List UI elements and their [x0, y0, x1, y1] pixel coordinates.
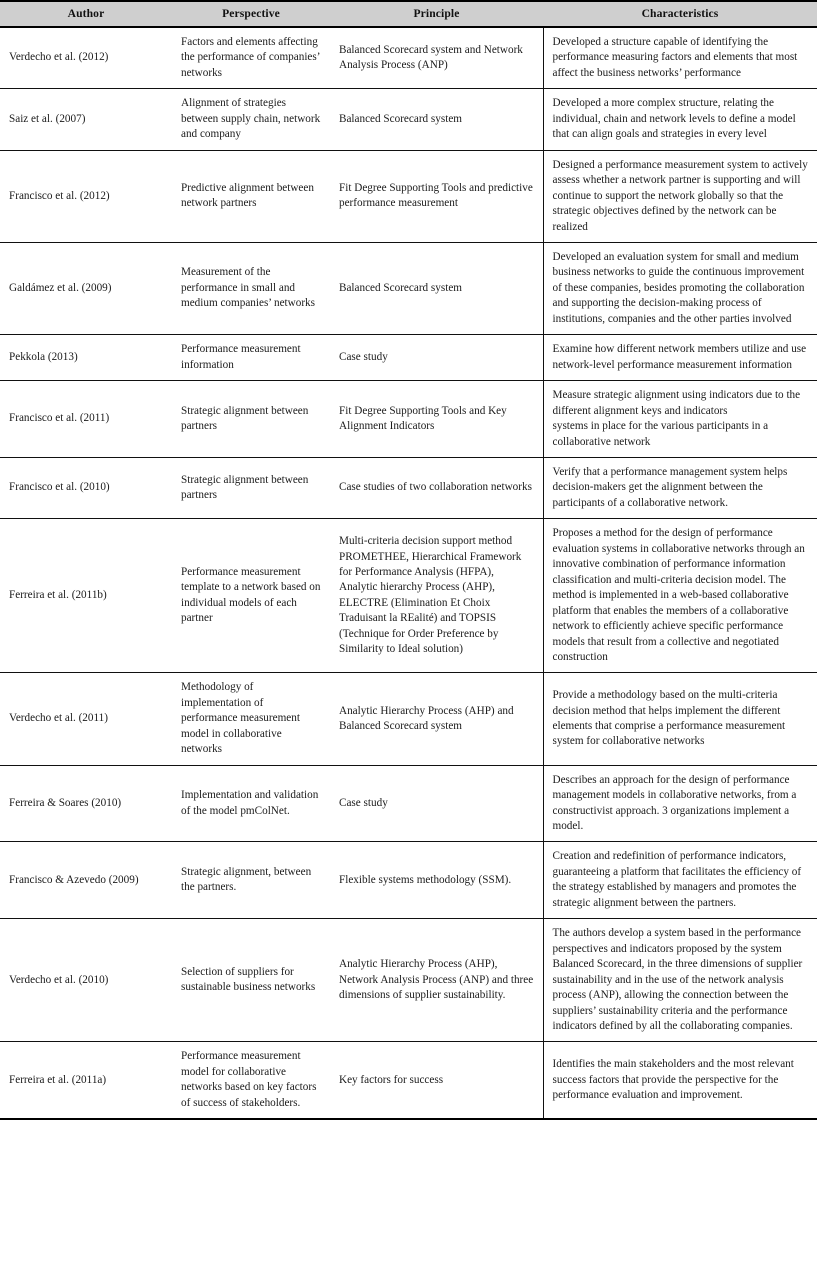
cell-author: Francisco & Azevedo (2009): [0, 842, 172, 919]
cell-characteristics: Identifies the main stakeholders and the most relevant success factors that provide the perspective for the performance evaluation and improvement.: [543, 1042, 817, 1119]
cell-characteristics: Designed a performance measurement system to actively assess whether a network partner is supporting and will continue to support the network globally so that the strategic objectives defined by the network can be realized: [543, 150, 817, 242]
cell-line: systems in place for the various participants in a collaborative network: [552, 420, 769, 448]
table-row: [0, 150, 817, 242]
cell-principle: Flexible systems methodology (SSM).: [330, 842, 543, 919]
cell-principle: Analytic Hierarchy Process (AHP), Network Analysis Process (ANP) and three dimensions of supplier sustainability.: [330, 919, 543, 1042]
cell-principle: Balanced Scorecard system: [330, 242, 543, 334]
cell-perspective: Measurement of the performance in small and medium companies’ networks: [172, 242, 330, 334]
cell-author: Ferreira et al. (2011a): [0, 1042, 172, 1119]
cell-principle: Balanced Scorecard system: [330, 89, 543, 150]
cell-perspective: Factors and elements affecting the performance of companies’ networks: [172, 27, 330, 89]
cell-author: Francisco et al. (2012): [0, 150, 172, 242]
cell-characteristics: Describes an approach for the design of performance management models in collaborative networks, from a constructivist approach. 3 organizations implement a model.: [543, 765, 817, 842]
cell-characteristics: The authors develop a system based in the performance perspectives and indicators proposed by the system Balanced Scorecard, in the three dimensions of supplier sustainability and in the use of the network analysis process (ANP), allowing the connection between the suppliers’ sustainability criteria and the performance indicators defined by all the collaborating companies.: [543, 919, 817, 1042]
table-row: [0, 242, 817, 334]
table-row: [0, 765, 817, 842]
cell-characteristics: Developed an evaluation system for small and medium business networks to guide the continuous improvement of these companies, besides promoting the collaboration and supporting the decision-making process of institutions, companies and the other parties involved: [543, 242, 817, 334]
cell-principle: Fit Degree Supporting Tools and Key Alignment Indicators: [330, 381, 543, 458]
cell-characteristics: Examine how different network members utilize and use network-level performance measurement information: [543, 335, 817, 381]
cell-principle: Case study: [330, 335, 543, 381]
cell-perspective: Performance measurement information: [172, 335, 330, 381]
cell-perspective: Strategic alignment between partners: [172, 457, 330, 518]
cell-principle: Fit Degree Supporting Tools and predictive performance measurement: [330, 150, 543, 242]
cell-author: Pekkola (2013): [0, 335, 172, 381]
cell-author: Verdecho et al. (2010): [0, 919, 172, 1042]
table-row: [0, 89, 817, 150]
cell-characteristics: Developed a more complex structure, relating the individual, chain and network levels to define a model that can align goals and strategies in every level: [543, 89, 817, 150]
cell-principle: Analytic Hierarchy Process (AHP) and Balanced Scorecard system: [330, 673, 543, 765]
column-header-characteristics: Characteristics: [543, 1, 817, 27]
cell-principle: Key factors for success: [330, 1042, 543, 1119]
cell-author: Ferreira & Soares (2010): [0, 765, 172, 842]
cell-perspective: Strategic alignment, between the partners.: [172, 842, 330, 919]
column-header-author: Author: [0, 1, 172, 27]
table-row: [0, 673, 817, 765]
cell-line: Measure strategic alignment using indicators due to the different alignment keys and indicators: [552, 389, 801, 417]
table-row: [0, 1042, 817, 1119]
cell-author: Verdecho et al. (2011): [0, 673, 172, 765]
cell-characteristics: Provide a methodology based on the multi-criteria decision method that helps implement the different elements that comprise a performance measurement system for collaborative networks: [543, 673, 817, 765]
table-row: [0, 381, 817, 458]
cell-principle: Case study: [330, 765, 543, 842]
cell-principle: Multi-criteria decision support method PROMETHEE, Hierarchical Framework for Performance Analysis (HFPA), Analytic hierarchy Process (AHP), ELECTRE (Elimination Et Choix Traduisant la REalité) and TOPSIS (Technique for Order Preference by Similarity to Ideal solution): [330, 519, 543, 673]
cell-author: Francisco et al. (2010): [0, 457, 172, 518]
cell-characteristics: Verify that a performance management system helps decision-makers get the alignment between the participants of a collaborative network.: [543, 457, 817, 518]
cell-perspective: Predictive alignment between network partners: [172, 150, 330, 242]
table-row: [0, 27, 817, 89]
table-row: [0, 457, 817, 518]
cell-characteristics: [543, 381, 817, 458]
table-row: [0, 335, 817, 381]
cell-author: Galdámez et al. (2009): [0, 242, 172, 334]
table-row: [0, 519, 817, 673]
cell-principle: Case studies of two collaboration networks: [330, 457, 543, 518]
cell-principle: Balanced Scorecard system and Network Analysis Process (ANP): [330, 27, 543, 89]
column-header-perspective: Perspective: [172, 1, 330, 27]
cell-characteristics: Creation and redefinition of performance indicators, guaranteeing a platform that facilitates the efficiency of the strategy established by managers and promotes the strategic alignment between the partners.: [543, 842, 817, 919]
cell-author: Francisco et al. (2011): [0, 381, 172, 458]
cell-perspective: Implementation and validation of the model pmColNet.: [172, 765, 330, 842]
cell-author: Verdecho et al. (2012): [0, 27, 172, 89]
column-header-principle: Principle: [330, 1, 543, 27]
cell-perspective: Performance measurement template to a network based on individual models of each partner: [172, 519, 330, 673]
table-body: [0, 27, 817, 1119]
cell-author: Ferreira et al. (2011b): [0, 519, 172, 673]
cell-perspective: Performance measurement model for collaborative networks based on key factors of success of stakeholders.: [172, 1042, 330, 1119]
cell-perspective: Alignment of strategies between supply chain, network and company: [172, 89, 330, 150]
table-header-row: [0, 1, 817, 27]
cell-perspective: Strategic alignment between partners: [172, 381, 330, 458]
cell-characteristics: Developed a structure capable of identifying the performance measuring factors and elements that most affect the business networks’ performance: [543, 27, 817, 89]
table-header: [0, 1, 817, 27]
cell-perspective: Methodology of implementation of performance measurement model in collaborative networks: [172, 673, 330, 765]
table-row: [0, 842, 817, 919]
table-row: [0, 919, 817, 1042]
cell-perspective: Selection of suppliers for sustainable business networks: [172, 919, 330, 1042]
cell-author: Saiz et al. (2007): [0, 89, 172, 150]
cell-characteristics: Proposes a method for the design of performance evaluation systems in collaborative networks through an innovative combination of performance information classification and multi-criteria decision model. The method is implemented in a web-based collaborative platform that enables the members of a collaborative network to efficiently achieve specific performance models that result from a collective and negotiated construction: [543, 519, 817, 673]
